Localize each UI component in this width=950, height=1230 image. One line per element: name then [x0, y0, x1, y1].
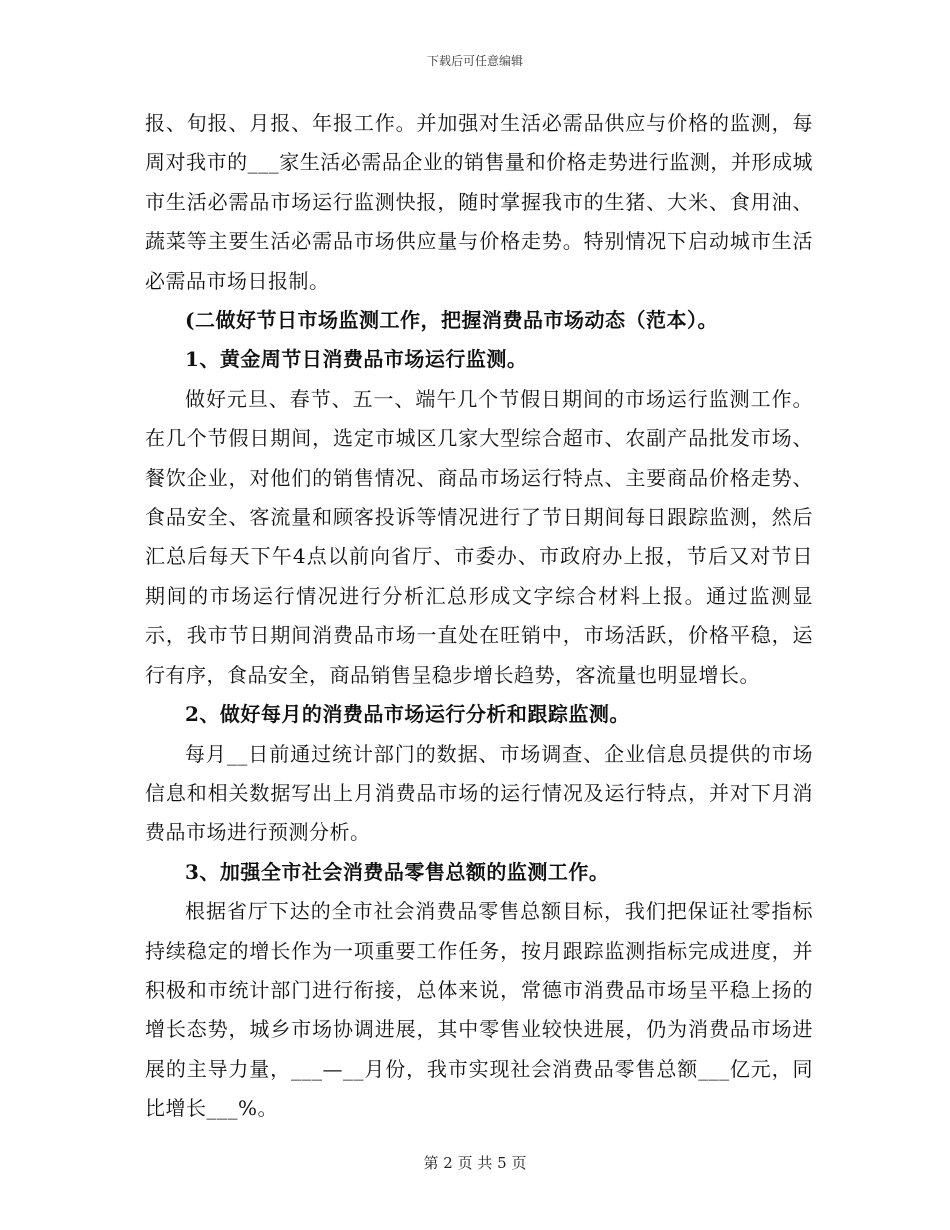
subheading-retail-sales: 3、加强全市社会消费品零售总额的监测工作。: [185, 859, 610, 884]
section-heading-holiday-monitoring: (二做好节日市场监测工作，把握消费品市场动态（范本）。: [185, 308, 718, 333]
page-number: 第 2 页 共 5 页: [423, 1154, 527, 1172]
paragraph-golden-week: 做好元旦、春节、五一、端午几个节假日期间的市场运行监测工作。在几个节假日期间，选定市城区几家大型综合超市、农副产品批发市场、餐饮企业，对他们的销售情况、商品市场运行特点、主要商品价格走势、食品安全、客流量和顾客投诉等情况进行了节日期间每日跟踪监测，然后汇总后每天下午4点以前向省厅、市委办、市政府办上报，节后又对节日期间的市场运行情况进行分析汇总形成文字综合材料上报。通过监测显示，我市节日期间消费品市场一直处在旺销中，市场活跃，价格平稳，运行有序，食品安全，商品销售呈稳步增长趋势，客流量也明显增长。: [145, 386, 813, 687]
subheading-monthly-analysis: 2、做好每月的消费品市场运行分析和跟踪监测。: [185, 702, 630, 727]
document-body: [145, 104, 813, 1129]
paragraph-monthly-analysis: 每月__日前通过统计部门的数据、市场调查、企业信息员提供的市场信息和相关数据写出上月消费品市场的运行情况及运行特点，并对下月消费品市场进行预测分析。: [145, 741, 813, 845]
page-header: 下载后可任意编辑: [426, 54, 523, 68]
paragraph-continued-reports: 报、旬报、月报、年报工作。并加强对生活必需品供应与价格的监测，每周对我市的___家生活必需品企业的销售量和价格走势进行监测，并形成城市生活必需品市场运行监测快报，随时掌握我市的生猪、大米、食用油、蔬菜等主要生活必需品市场供应量与价格走势。特别情况下启动城市生活必需品市场日报制。: [145, 111, 813, 293]
subheading-golden-week: 1、黄金周节日消费品市场运行监测。: [185, 347, 528, 372]
paragraph-retail-sales: 根据省厅下达的全市社会消费品零售总额目标，我们把保证社零指标持续稳定的增长作为一项重要工作任务，按月跟踪监测指标完成进度，并积极和市统计部门进行衔接，总体来说，常德市消费品市场呈平稳上扬的增长态势，城乡市场协调进展，其中零售业较快进展，仍为消费品市场进展的主导力量，___—__月份，我市实现社会消费品零售总额___亿元，同比增长___%。: [145, 899, 813, 1121]
